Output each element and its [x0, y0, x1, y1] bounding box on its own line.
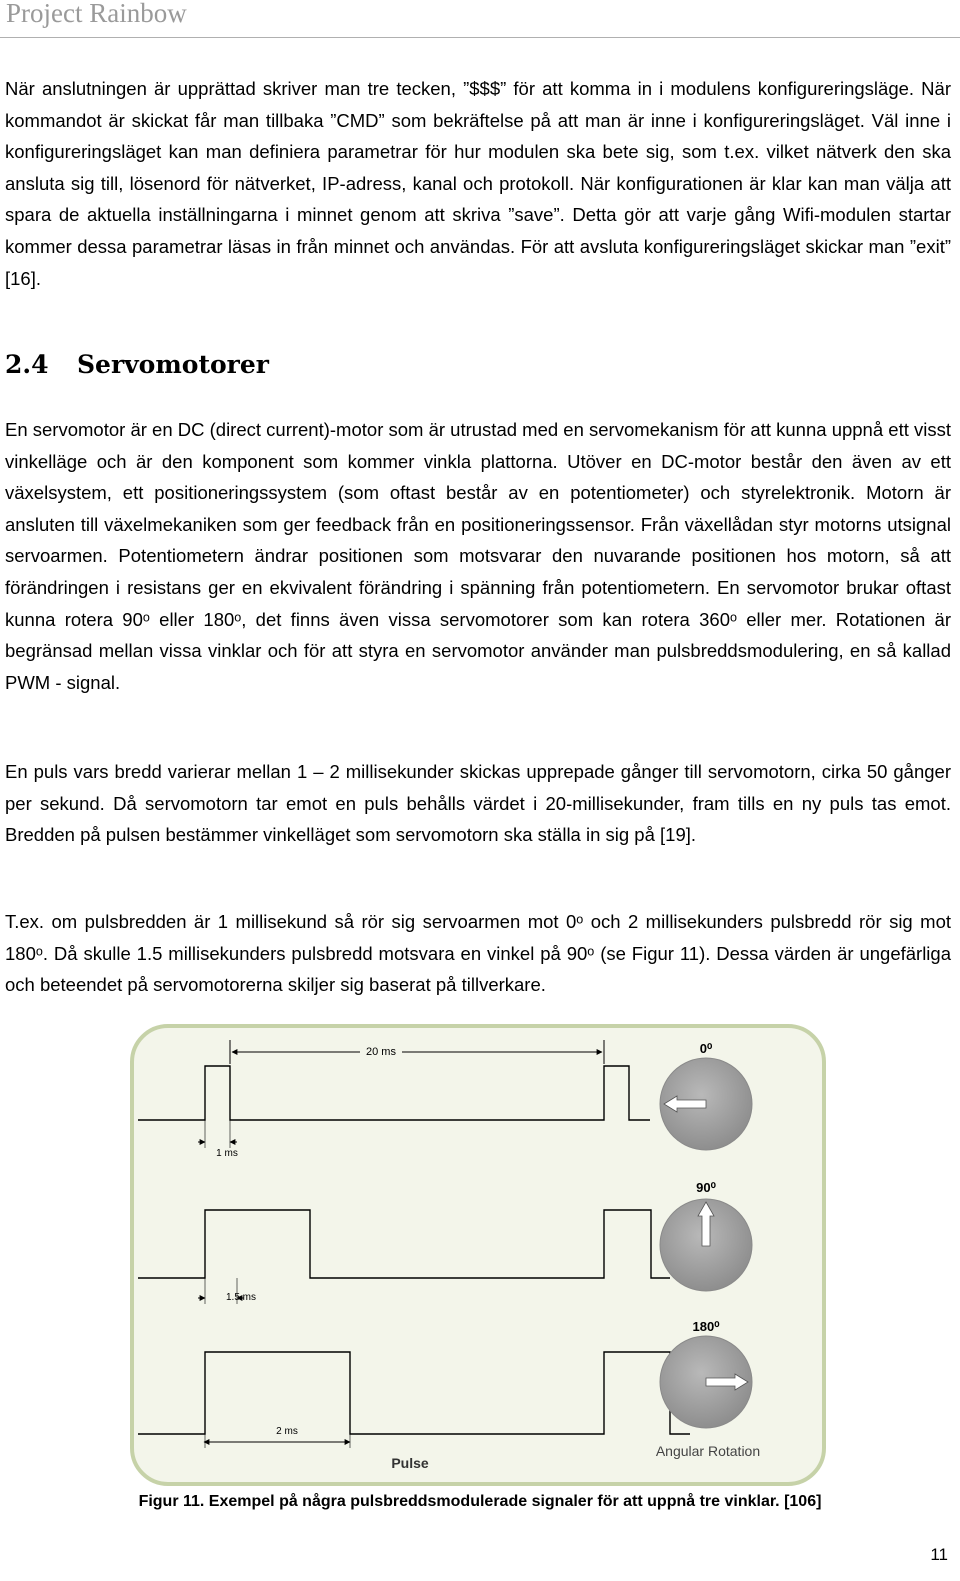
paragraph-pulse-width: En puls vars bredd varierar mellan 1 – 2 millisekunder skickas upprepade gånger till servomotorn, cirka 50 gånger per sekund. Då servomotorn tar emot en puls behålls värdet i 20-millisekunder, fram tills en ny puls tas emot. Bredden på pulsen bestämmer vinkelläget som servomotorn ska ställa in sig på [19].: [5, 761, 951, 846]
angle-label-0: 0⁰: [699, 1041, 713, 1056]
section-heading: [5, 350, 269, 379]
angle-label-180: 180⁰: [692, 1319, 720, 1334]
angle-label-90: 90⁰: [696, 1180, 716, 1195]
page-header: [0, 0, 960, 38]
pulse-label-2ms: 2 ms: [276, 1426, 298, 1437]
page-number: 11: [930, 1545, 948, 1564]
rotation-title: Angular Rotation: [655, 1443, 761, 1459]
paragraph-servo-description: En servomotor är en DC (direct current)-motor som är utrustad med en servomekanism för att kunna uppnå ett visst vinkelläge och är den komponent som kommer vinkla plattorna. Utöver en DC-motor består den även av ett växelsystem, ett positioneringssystem (som oftast består av en potentiometer) och styrelektronik. Motorn är ansluten till växelmekaniken som ger feedback från en positioneringssensor. Från växellådan styr motorns utsignal servoarmen. Potentiometern ändrar positionen som motsvarar den nuvarande positionen hos motorn, så att förändringen i resistans ger en ekvivalent förändring i spänning från potentiometern. En servomotor brukar oftast kunna rotera 90ᵒ eller 180ᵒ, det finns även vissa servomotorer som kan rotera 360ᵒ eller mer. Rotationen är begränsad mellan vissa vinklar och för att styra en servomotor använder man pulsbreddsmodulering, en så kallad PWM - signal.: [5, 419, 951, 693]
pulse-label-1-5ms: 1.5 ms: [225, 1292, 257, 1303]
header-divider: [0, 37, 960, 38]
header-title: Project Rainbow: [6, 0, 187, 28]
section-title: Servomotorer: [77, 350, 269, 379]
pwm-figure: [130, 1024, 826, 1486]
paragraph-example: T.ex. om pulsbredden är 1 millisekund så rör sig servoarmen mot 0ᵒ och 2 millisekunders pulsbredd rör sig mot 180ᵒ. Då skulle 1.5 millisekunders pulsbredd motsvara en vinkel på 90ᵒ (se Figur 11). Dessa värden är ungefärliga och beteendet på servomotorerna skiljer sig baserat på tillverkare.: [5, 911, 951, 996]
period-label: 20 ms: [366, 1046, 396, 1058]
section-number: 2.4: [5, 350, 49, 379]
figure-caption: Figur 11. Exempel på några pulsbreddsmodulerade signaler för att uppnå tre vinklar. [106]: [138, 1493, 822, 1510]
pulse-title: Pulse: [391, 1455, 429, 1471]
pulse-label-1ms: 1 ms: [216, 1148, 238, 1159]
paragraph-config-mode: När anslutningen är upprättad skriver man tre tecken, ”$$$” för att komma in i modulens konfigureringsläge. När kommandot är skickat får man tillbaka ”CMD” som bekräftelse på att man är inne i konfigureringsläget. Väl inne i konfigureringsläget kan man definiera parametrar för hur modulen ska bete sig, som t.ex. vilket nätverk den ska ansluta sig till, lösenord för nätverket, IP-adress, kanal och protokoll. När konfigurationen är klar kan man välja att spara de aktuella inställningarna i minnet genom att skriva ”save”. Detta gör att varje gång Wifi-modulen startar kommer dessa parametrar läsas in från minnet och användas. För att avsluta konfigureringsläget skickar man ”exit” [16].: [5, 78, 951, 289]
